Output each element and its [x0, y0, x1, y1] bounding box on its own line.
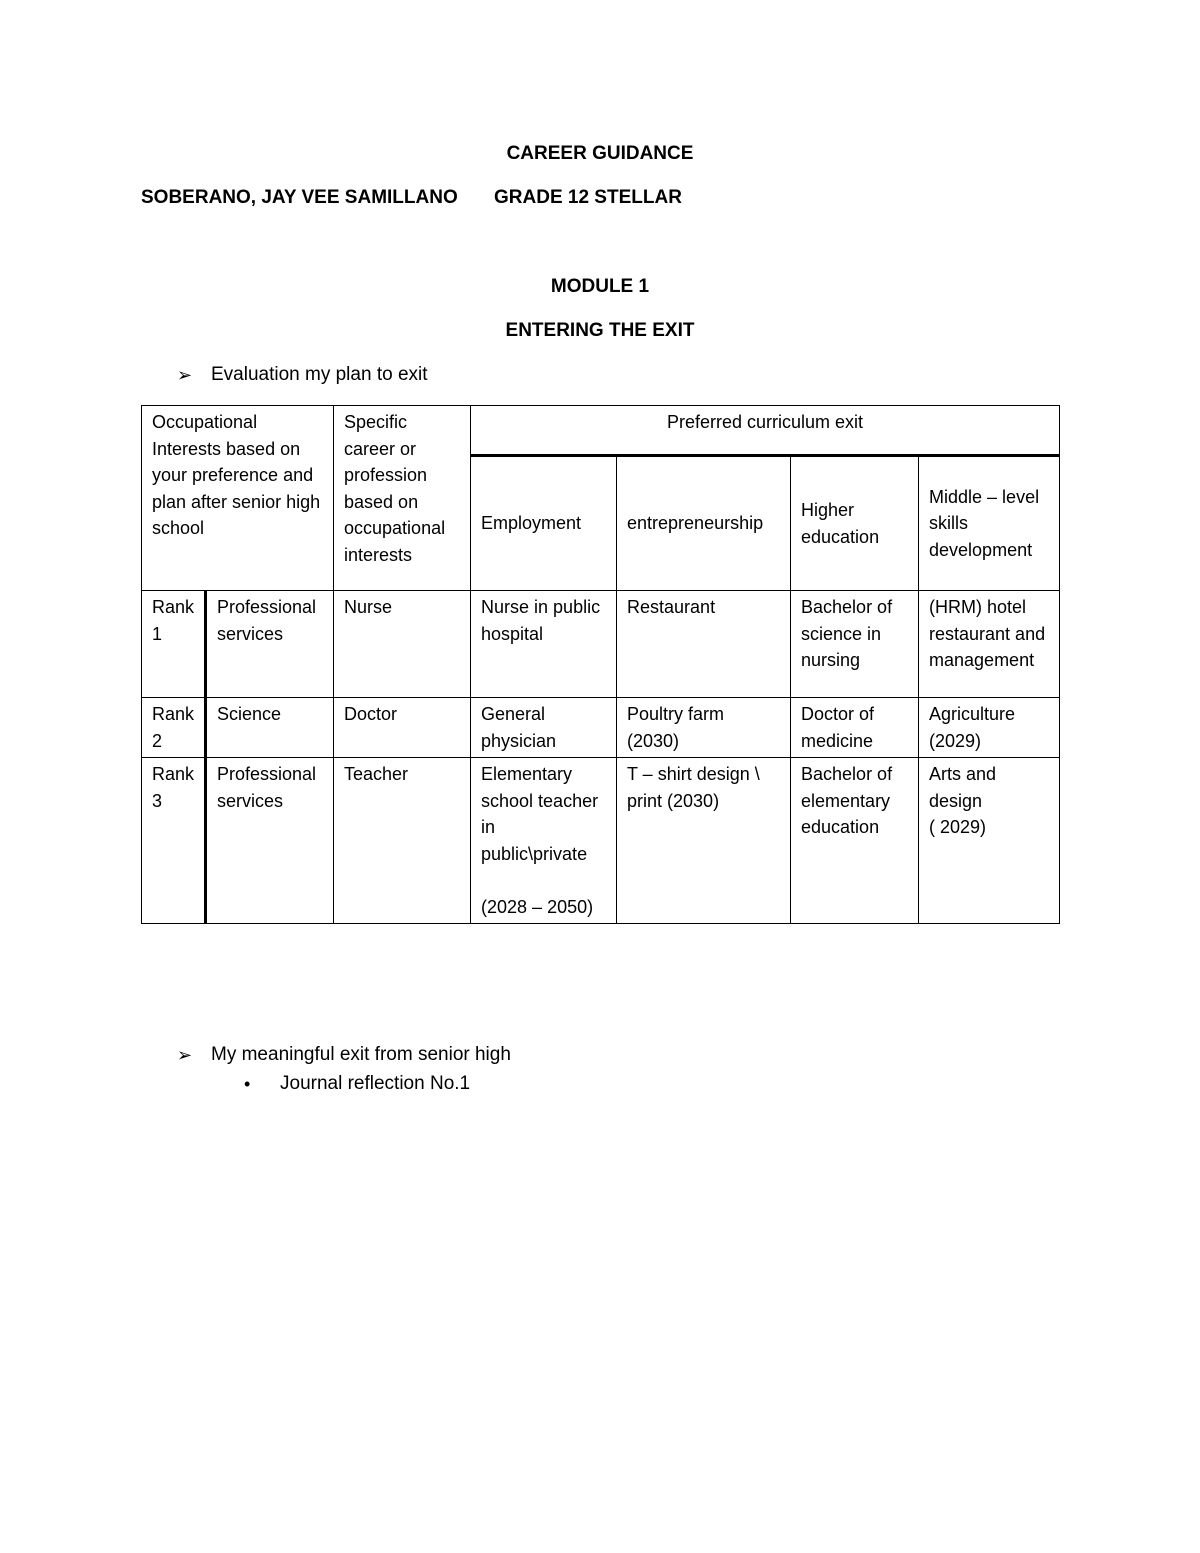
rank-cell: Rank 1 [142, 591, 206, 698]
employment-cell: General physician [471, 698, 617, 758]
section-meaningful-exit-bullet [177, 1044, 511, 1066]
career-cell: Teacher [334, 758, 471, 924]
higher-education-cell: Bachelor of elementary education [791, 758, 919, 924]
section-evaluation-bullet [177, 364, 428, 386]
table-header-row [142, 406, 1060, 456]
higher-education-cell: Doctor of medicine [791, 698, 919, 758]
rank-cell: Rank 2 [142, 698, 206, 758]
career-cell: Nurse [334, 591, 471, 698]
header-middle-level: Middle – level skills development [919, 456, 1060, 591]
employment-cell: Elementary school teacher in public\private (2028 – 2050) [471, 758, 617, 924]
document-title: CAREER GUIDANCE [506, 143, 694, 164]
header-employment: Employment [471, 456, 617, 591]
rank-cell: Rank 3 [142, 758, 206, 924]
section-evaluation-text: Evaluation my plan to exit [211, 364, 428, 385]
arrow-bullet-icon: ➢ [177, 364, 193, 385]
module-title: ENTERING THE EXIT [505, 320, 695, 341]
header-preferred-exit: Preferred curriculum exit [471, 406, 1060, 456]
header-higher-education: Higher education [791, 456, 919, 591]
interest-cell: Professional services [206, 591, 334, 698]
entrepreneurship-cell: T – shirt design \ print (2030) [617, 758, 791, 924]
journal-reflection-item [244, 1073, 470, 1095]
journal-reflection-text: Journal reflection No.1 [280, 1073, 471, 1094]
middle-level-cell: Agriculture (2029) [919, 698, 1060, 758]
section-meaningful-exit-text: My meaningful exit from senior high [211, 1044, 511, 1065]
header-entrepreneurship: entrepreneurship [617, 456, 791, 591]
table-row [142, 591, 1060, 698]
arrow-bullet-icon: ➢ [177, 1044, 193, 1065]
entrepreneurship-cell: Poultry farm (2030) [617, 698, 791, 758]
exit-plan-table [141, 405, 1060, 924]
header-occupational-interests: Occupational Interests based on your preference and plan after senior high school [142, 406, 334, 591]
entrepreneurship-cell: Restaurant [617, 591, 791, 698]
middle-level-cell: (HRM) hotel restaurant and management [919, 591, 1060, 698]
employment-cell: Nurse in public hospital [471, 591, 617, 698]
grade-section: GRADE 12 STELLAR [494, 187, 682, 208]
dot-bullet-icon: • [244, 1073, 251, 1094]
interest-cell: Professional services [206, 758, 334, 924]
higher-education-cell: Bachelor of science in nursing [791, 591, 919, 698]
header-specific-career: Specific career or profession based on occupational interests [334, 406, 471, 591]
middle-level-cell: Arts and design ( 2029) [919, 758, 1060, 924]
interest-cell: Science [206, 698, 334, 758]
student-name: SOBERANO, JAY VEE SAMILLANO [141, 187, 458, 208]
table-row [142, 758, 1060, 924]
module-number: MODULE 1 [550, 276, 650, 297]
table-row [142, 698, 1060, 758]
career-cell: Doctor [334, 698, 471, 758]
